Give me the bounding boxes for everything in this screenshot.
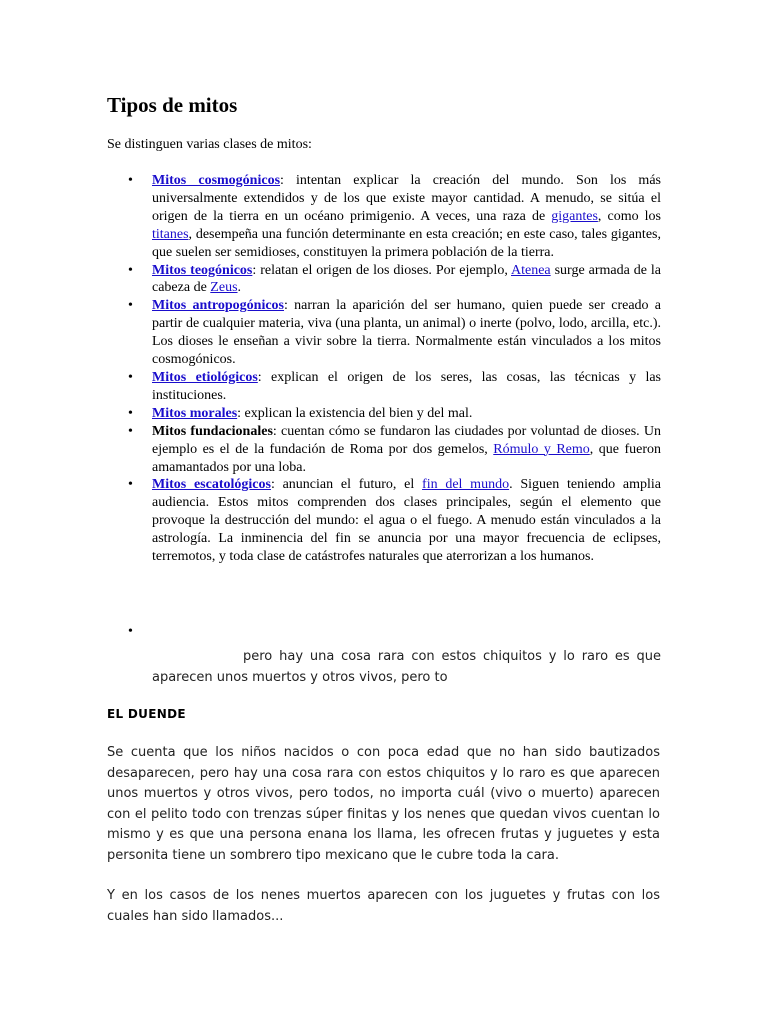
item-term: Mitos fundacionales — [152, 423, 273, 439]
inline-link[interactable]: Mitos escatológicos — [152, 477, 271, 493]
list-item — [152, 369, 661, 405]
list-item — [152, 423, 661, 477]
list-item — [152, 476, 661, 566]
section-heading: EL DUENDE — [107, 707, 186, 721]
fragment-text: pero hay una cosa rara con estos chiquitos y lo raro es que aparecen unos muertos y otros vivos, pero to — [152, 649, 661, 685]
inline-link[interactable]: Mitos etiológicos — [152, 369, 258, 385]
item-text: : cuentan cómo se fundaron las ciudades por voluntad de dioses. Un ejemplo es el de la fundación de Roma por dos gemelos, — [152, 423, 661, 457]
list-item — [152, 172, 661, 262]
item-text: : explican el origen de los seres, las cosas, las técnicas y las instituciones. — [152, 369, 662, 403]
inline-link[interactable]: Mitos cosmogónicos — [152, 173, 281, 188]
duende-paragraph-1: Se cuenta que los niños nacidos o con poca edad que no han sido bautizados desaparecen, pero hay una cosa rara con estos chiquitos y lo raro es que aparecen unos muertos y otros vivos, pero todos, no importa cuál (vivo o muerto) aparecen con el pelito todo con trenzas súper finitas y los nenes que quedan vivos cuentan lo mismo y es que una persona enana los llama, les ofrecen frutas y juguetes y esta personita tiene un sombrero tipo mexicano que le cubre toda la cara. — [107, 745, 660, 863]
item-text: : anuncian el futuro, el — [270, 477, 423, 493]
inline-link[interactable]: fin del mundo — [422, 477, 510, 493]
page-title: Tipos de mitos — [107, 93, 238, 117]
list-item — [152, 262, 661, 298]
inline-link[interactable]: Mitos teogónicos — [152, 262, 253, 278]
item-text: , como los — [597, 208, 661, 224]
intro-text: Se distinguen varias clases de mitos: — [107, 137, 312, 152]
item-text: . Siguen teniendo amplia audiencia. Estos mitos comprenden dos clases principales, según el elemento que provoque la destrucción del mundo: el agua o el fuego. A menudo están vinculados a la astrología. La inminencia del fin se anuncia por una mayor frecuencia de eclipses, terremotos, y toda clase de catástrofes naturales que aterrorizan a los humanos. — [152, 477, 662, 565]
inline-link[interactable]: Rómulo y Remo — [493, 441, 590, 457]
item-text: surge armada de la cabeza de — [152, 262, 661, 296]
item-text: , que fueron amamantados por una loba. — [152, 441, 661, 475]
myth-types-list — [152, 172, 661, 566]
empty-bullet: • — [128, 624, 133, 639]
inline-link[interactable]: Zeus — [210, 280, 238, 296]
duende-paragraph-2: Y en los casos de los nenes muertos aparecen con los juguetes y frutas con los cuales han sido llamados... — [107, 888, 660, 924]
list-item — [152, 405, 661, 423]
item-text: : explican la existencia del bien y del mal. — [237, 405, 473, 421]
inline-link[interactable]: Mitos antropogónicos — [152, 298, 284, 314]
text-fragment — [152, 646, 661, 688]
item-text: : intentan explicar la creación del mundo. Son los más universalmente extendidos y de los que existe mayor cantidad. A menudo, se sitúa el origen de la tierra en un océano primigenio. A veces, una raza de — [152, 173, 661, 224]
item-text: . — [237, 280, 242, 296]
list-item — [152, 297, 661, 369]
item-text: : relatan el origen de los dioses. Por ejemplo, — [252, 262, 511, 278]
inline-link[interactable]: Mitos morales — [152, 405, 238, 421]
item-text: , desempeña una función determinante en esta creación; en este caso, tales gigantes, que suelen ser semidioses, constituyen la primera población de la tierra. — [152, 226, 661, 260]
inline-link[interactable]: gigantes — [551, 208, 598, 224]
inline-link[interactable]: Atenea — [511, 262, 551, 278]
item-text: : narran la aparición del ser humano, quien puede ser creado a partir de cualquier materia, viva (una planta, un animal) o inerte (polvo, lodo, arcilla, etc.). Los dioses le enseñan a vivir sobre la tierra. Normalmente están vinculados a los mitos cosmogónicos. — [152, 298, 661, 368]
inline-link[interactable]: titanes — [152, 226, 189, 242]
